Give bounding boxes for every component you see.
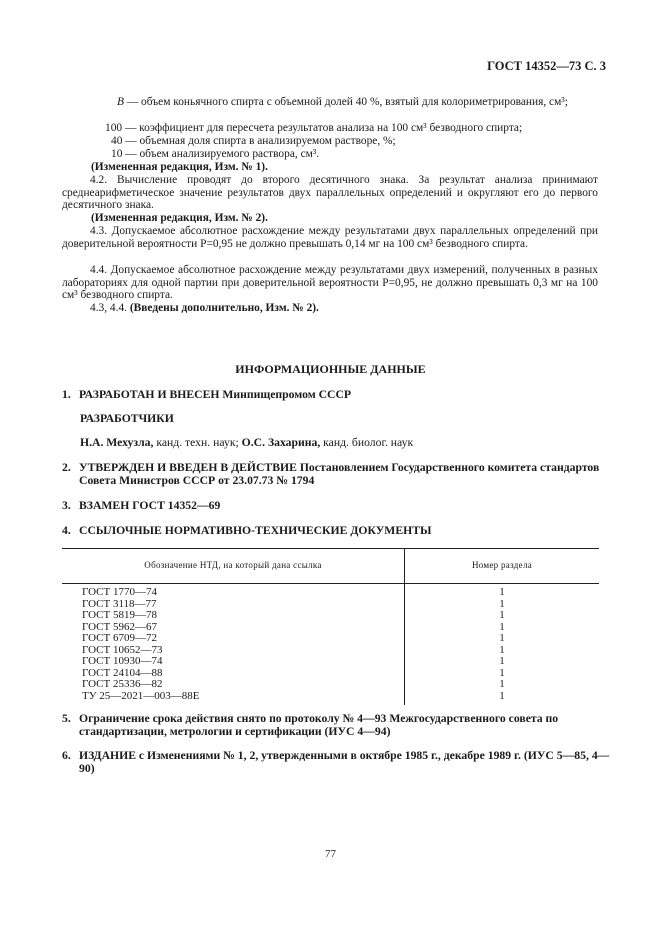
developers-list xyxy=(80,437,413,450)
developers-title: РАЗРАБОТЧИКИ xyxy=(80,412,174,425)
table-row xyxy=(62,633,599,645)
intro-reference xyxy=(90,302,319,315)
paragraph-4-4: 4.4. Допускаемое абсолютное расхождение между результатами двух измерений, полученных в разных лабораториях для одной партии при доверительной вероятности P=0,95, не должно превышать 0,3 мг на 100 см³ безводного спирта. xyxy=(62,264,598,302)
definition-text: — коэффициент для пересчета результатов анализа на 100 см³ безводного спирта; xyxy=(122,122,523,134)
definition-symbol: B xyxy=(117,96,124,108)
page-number: 77 xyxy=(325,848,336,860)
definition-100 xyxy=(105,122,598,135)
developer-credentials: канд. биолог. наук xyxy=(320,436,414,449)
definition-text: — объем коньячного спирта с объемной долей 40 %, взятый для колориметрирования, см³; xyxy=(123,96,568,108)
cell-section: 1 xyxy=(499,586,505,598)
section-text: Минпищепромом СССР xyxy=(219,388,352,401)
cell-document: ГОСТ 6709—72 xyxy=(62,633,405,645)
section-text: Постановлением Государственного комитета стандартов Совета Министров СССР от 23.07.73 № 1794 xyxy=(79,461,600,487)
table-row xyxy=(62,691,599,706)
section-text: Ограничение срока действия снято по протоколу № 4—93 Межгосударственного совета по стандартизации, метрологии и сертификации (ИУС 4—94) xyxy=(79,712,559,738)
amendment-note-2: (Измененная редакция, Изм. № 2). xyxy=(91,212,268,224)
table-row xyxy=(62,656,599,668)
column-header-document: Обозначение НТД, на который дана ссылка xyxy=(62,549,405,584)
cell-document: ГОСТ 10930—74 xyxy=(62,656,405,668)
table-header-row xyxy=(62,549,599,584)
section-title: ВЗАМЕН ГОСТ 14352—69 xyxy=(79,499,221,512)
section-6 xyxy=(62,750,617,775)
section-3 xyxy=(62,500,602,513)
section-number: 6. xyxy=(62,749,71,762)
cell-section: 1 xyxy=(499,666,505,679)
definition-symbol: 40 xyxy=(111,135,123,147)
section-number: 5. xyxy=(62,712,71,725)
cell-section: 1 xyxy=(499,609,505,621)
intro-reference-text: (Введены дополнительно, Изм. № 2). xyxy=(129,302,319,314)
section-5 xyxy=(62,713,617,738)
info-data-heading: ИНФОРМАЦИОННЫЕ ДАННЫЕ xyxy=(235,362,426,376)
section-number: 3. xyxy=(62,499,71,512)
definition-symbol: 10 xyxy=(111,148,123,160)
developer-credentials: канд. техн. наук; xyxy=(153,436,242,449)
definition-10 xyxy=(111,148,598,161)
cell-section: 1 xyxy=(499,689,505,702)
cell-document: ГОСТ 10652—73 xyxy=(62,645,405,657)
cell-document: ТУ 25—2021—003—88Е xyxy=(62,691,405,706)
cell-document: ГОСТ 25336—82 xyxy=(62,679,405,691)
cell-section: 1 xyxy=(499,597,505,610)
paragraph-4-2: 4.2. Вычисление проводят до второго десятичного знака. За результат анализа принимают среднеарифметическое значение результатов двух параллельных определений и округляют его до первого десятичного знака. xyxy=(62,174,598,212)
table-row xyxy=(62,584,599,599)
paragraph-4-3: 4.3. Допускаемое абсолютное расхождение между результатами двух параллельных определений при доверительной вероятности P=0,95 не должно превышать 0,14 мг на 100 см³ безводного спирта. xyxy=(62,225,598,250)
section-4 xyxy=(62,525,602,538)
section-title: РАЗРАБОТАН И ВНЕСЕН xyxy=(79,388,220,401)
section-1 xyxy=(62,389,602,402)
cell-document: ГОСТ 1770—74 xyxy=(62,584,405,599)
cell-document: ГОСТ 24104—88 xyxy=(62,668,405,680)
section-text: ИЗДАНИЕ с Изменениями № 1, 2, утвержденными в октябре 1985 г., декабре 1989 г. (ИУС 5—85, 4—90) xyxy=(79,749,610,775)
column-header-section: Номер раздела xyxy=(405,549,600,584)
definition-text: — объемная доля спирта в анализируемом растворе, %; xyxy=(122,135,396,147)
section-2 xyxy=(62,462,617,487)
table-row xyxy=(62,679,599,691)
cell-document: ГОСТ 3118—77 xyxy=(62,599,405,611)
amendment-note-1: (Измененная редакция, Изм. № 1). xyxy=(91,161,268,173)
section-number: 4. xyxy=(62,524,71,537)
developer-name: Н.А. Мехузла, xyxy=(80,436,154,449)
section-number: 1. xyxy=(62,388,71,401)
section-title: ССЫЛОЧНЫЕ НОРМАТИВНО-ТЕХНИЧЕСКИЕ ДОКУМЕНТЫ xyxy=(79,524,432,537)
document-header-code: ГОСТ 14352—73 С. 3 xyxy=(487,59,606,73)
definition-40 xyxy=(111,135,598,148)
definition-text: — объем анализируемого раствора, см³. xyxy=(122,148,320,160)
cell-section: 1 xyxy=(499,632,505,644)
developer-name: О.С. Захарина, xyxy=(241,436,321,449)
definition-symbol: 100 xyxy=(105,122,123,134)
cell-document: ГОСТ 5962—67 xyxy=(62,622,405,634)
cell-section: 1 xyxy=(499,655,505,667)
cell-section: 1 xyxy=(499,678,505,690)
cell-document: ГОСТ 5819—78 xyxy=(62,610,405,622)
section-number: 2. xyxy=(62,461,71,474)
definition-b xyxy=(117,96,598,109)
cell-section: 1 xyxy=(499,620,505,633)
table-row xyxy=(62,610,599,622)
section-title: УТВЕРЖДЕН И ВВЕДЕН В ДЕЙСТВИЕ xyxy=(79,461,297,474)
ntd-reference-table xyxy=(62,548,599,705)
intro-reference-label: 4.3, 4.4. xyxy=(90,302,130,314)
cell-section: 1 xyxy=(499,643,505,656)
